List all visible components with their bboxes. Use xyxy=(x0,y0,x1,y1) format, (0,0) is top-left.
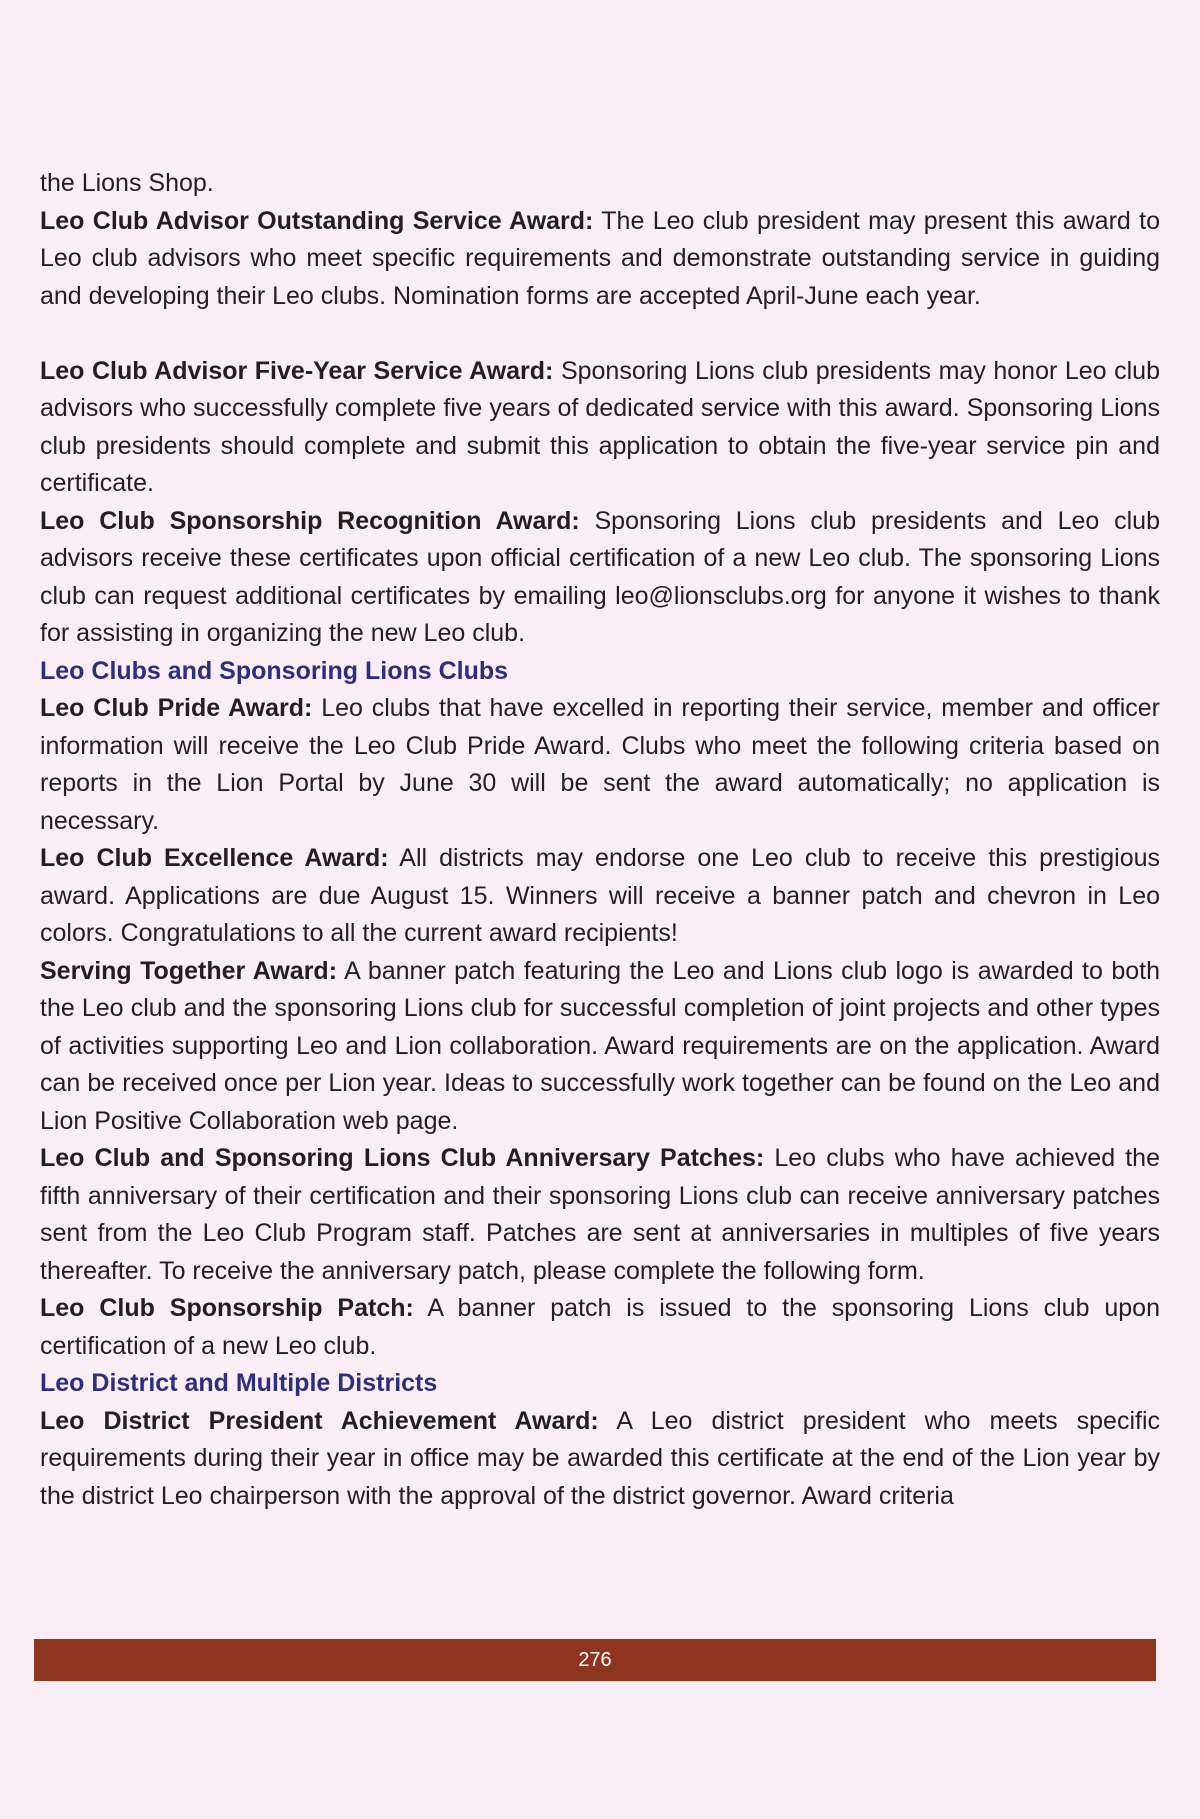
award-description: The Leo club president may present this award to Leo club advisors who meet specific requirements and demonstrate outstanding service in guiding and developing their Leo clubs. Nomination forms are accepted April-June each year. xyxy=(40,206,1160,310)
paragraph-district-president-award xyxy=(40,1403,1160,1516)
award-description: A banner patch featuring the Leo and Lions club logo is awarded to both the Leo club and the sponsoring Lions club for successful completion of joint projects and other types of activities supporting Leo and Lion collaboration. Award requirements are on the application. Award can be received once per Lion year. Ideas to successfully work together can be found on the Leo and Lion Positive Collaboration web page. xyxy=(40,956,1160,1135)
award-term: Leo Club Excellence Award: xyxy=(40,844,389,872)
paragraph-anniversary-patches xyxy=(40,1140,1160,1290)
paragraph-pride-award xyxy=(40,690,1160,840)
award-description: A banner patch is issued to the sponsoring Lions club upon certification of a new Leo club. xyxy=(40,1294,1160,1360)
award-description: Sponsoring Lions club presidents and Leo club advisors receive these certificates upon official certification of a new Leo club. The sponsoring Lions club can request additional certificates by emailing leo@lionsclubs.org for anyone it wishes to thank for assisting in organizing the new Leo club. xyxy=(40,506,1160,647)
paragraph-excellence-award xyxy=(40,840,1160,953)
intro-text: the Lions Shop. xyxy=(40,169,214,197)
paragraph-advisor-five-year-award xyxy=(40,353,1160,503)
paragraph-serving-together-award xyxy=(40,953,1160,1141)
footer-bar xyxy=(34,1639,1156,1681)
award-term: Leo Club Pride Award: xyxy=(40,694,313,722)
award-term: Serving Together Award: xyxy=(40,956,338,985)
section-heading-clubs: Leo Clubs and Sponsoring Lions Clubs xyxy=(40,656,509,685)
page-number: 276 xyxy=(578,1648,612,1671)
award-term: Leo District President Achievement Award: xyxy=(40,1406,599,1435)
award-description: Sponsoring Lions club presidents may honor Leo club advisors who successfully complete five years of dedicated service with this award. Sponsoring Lions club presidents should complete and submit this application to obtain the five-year service pin and certificate. xyxy=(40,356,1160,497)
page-body xyxy=(40,165,1160,1515)
award-description: A Leo district president who meets specific requirements during their year in office may be awarded this certificate at the end of the Lion year by the district Leo chairperson with the approval of the district governor. Award criteria xyxy=(40,1406,1161,1510)
award-term: Leo Club Sponsorship Recognition Award: xyxy=(40,506,580,535)
award-term: Leo Club Sponsorship Patch: xyxy=(40,1294,414,1322)
paragraph-sponsorship-patch xyxy=(40,1290,1160,1365)
paragraph-advisor-outstanding-award xyxy=(40,203,1160,316)
award-description: Leo clubs that have excelled in reporting their service, member and officer information will receive the Leo Club Pride Award. Clubs who meet the following criteria based on reports in the Lion Portal by June 30 will be sent the award automatically; no application is necessary. xyxy=(40,694,1161,835)
paragraph-spacer xyxy=(40,315,1160,353)
section-heading-districts: Leo District and Multiple Districts xyxy=(40,1369,438,1397)
paragraph-sponsorship-recognition-award xyxy=(40,503,1160,653)
award-description: All districts may endorse one Leo club to receive this prestigious award. Applications are due August 15. Winners will receive a banner patch and chevron in Leo colors. Congratulations to all the current award recipients! xyxy=(40,844,1161,947)
award-term: Leo Club and Sponsoring Lions Club Anniversary Patches: xyxy=(40,1144,765,1172)
award-term: Leo Club Advisor Outstanding Service Award: xyxy=(40,206,594,235)
award-description: Leo clubs who have achieved the fifth anniversary of their certification and their sponsoring Lions club can receive anniversary patches sent from the Leo Club Program staff. Patches are sent at anniversaries in multiples of five years thereafter. To receive the anniversary patch, please complete the following form. xyxy=(40,1144,1160,1285)
award-term: Leo Club Advisor Five-Year Service Award: xyxy=(40,356,554,385)
